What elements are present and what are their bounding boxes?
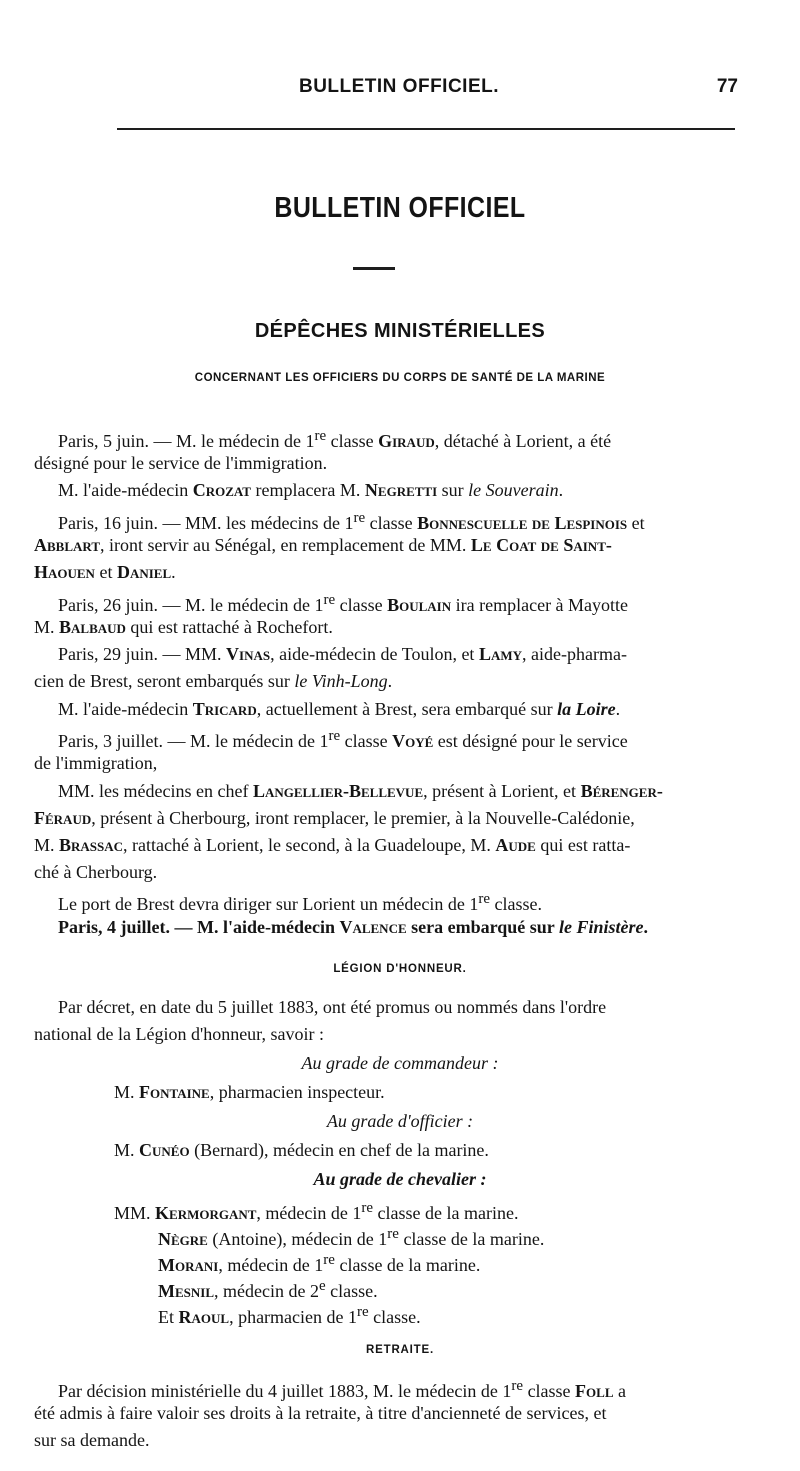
p3-line3: Haouen et Daniel. [34,562,176,582]
p7-line1: Paris, 3 juillet. — M. le médecin de 1re classe Voyé est désigné pour le service [58,728,628,751]
legion-heading: LÉGION D'HONNEUR. [333,963,467,975]
p8-line4: ché à Cherbourg. [34,862,158,882]
p2-line1: M. l'aide-médecin Crozat remplacera M. Negretti sur le Souverain. [58,480,564,500]
p5-line2: cien de Brest, seront embarqués sur le Vinh-Long. [34,671,393,691]
running-header [60,76,738,100]
legion-entry: Mesnil, médecin de 2e classe. [158,1278,378,1301]
legion-entry: M. Cunéo (Bernard), médecin en chef de la marine. [114,1140,489,1160]
p4-line1: Paris, 26 juin. — M. le médecin de 1re classe Boulain ira remplacer à Mayotte [58,592,629,615]
p3-line2: Abblart, iront servir au Sénégal, en remplacement de MM. Le Coat de Saint- [34,535,612,555]
legion-intro-line2: national de la Légion d'honneur, savoir : [34,1024,324,1044]
grade-commandeur: Au grade de commandeur : [301,1053,499,1073]
grade-chevalier: Au grade de chevalier : [313,1169,487,1189]
p8-line3: M. Brassac, rattaché à Lorient, le second, à la Guadeloupe, M. Aude qui est ratta- [34,835,631,855]
title-rule [353,267,395,270]
p8-line2: Féraud, présent à Cherbourg, iront remplacer, le premier, à la Nouvelle-Calédonie, [34,808,635,828]
legion-entry: MM. Kermorgant, médecin de 1re classe de la marine. [114,1200,519,1223]
section-subtitle: CONCERNANT LES OFFICIERS DU CORPS DE SANTÉ DE LA MARINE [194,372,606,384]
p6-line1: M. l'aide-médecin Tricard, actuellement à Brest, sera embarqué sur la Loire. [58,699,621,719]
page-number: 77 [716,76,738,97]
legion-entry: Morani, médecin de 1re classe de la marine. [158,1252,481,1275]
grade-officier: Au grade d'officier : [326,1111,474,1131]
main-title: BULLETIN OFFICIEL [274,192,526,224]
retraite-heading: RETRAITE. [366,1344,434,1356]
p4-line2: M. Balbaud qui est rattaché à Rochefort. [34,617,333,637]
p7-line2: de l'immigration, [34,753,158,773]
running-title: BULLETIN OFFICIEL. [298,76,500,97]
p1-line1: Paris, 5 juin. — M. le médecin de 1re classe Giraud, détaché à Lorient, a été [58,428,612,451]
legion-entry: M. Fontaine, pharmacien inspecteur. [114,1082,385,1102]
retraite-line1: Par décision ministérielle du 4 juillet 1883, M. le médecin de 1re classe Foll a [58,1378,626,1401]
section-title: DÉPÊCHES MINISTÉRIELLES [254,320,546,342]
retraite-line2: été admis à faire valoir ses droits à la retraite, à titre d'ancienneté de services, et [34,1403,607,1423]
p1-line2: désigné pour le service de l'immigration. [34,453,328,473]
retraite-line3: sur sa demande. [34,1430,150,1450]
legion-intro-line1: Par décret, en date du 5 juillet 1883, ont été promus ou nommés dans l'ordre [58,997,607,1017]
p3-line1: Paris, 16 juin. — MM. les médecins de 1re classe Bonnescuelle de Lespinois et [58,510,645,533]
header-rule [117,128,735,130]
p5-line1: Paris, 29 juin. — MM. Vinas, aide-médecin de Toulon, et Lamy, aide-pharma- [58,644,627,664]
p10-line1: Paris, 4 juillet. — M. l'aide-médecin Valence sera embarqué sur le Finistère. [58,917,648,937]
p8-line1: MM. les médecins en chef Langellier-Bellevue, présent à Lorient, et Bérenger- [58,781,663,801]
legion-entry: Nègre (Antoine), médecin de 1re classe de la marine. [158,1226,545,1249]
p9-line1: Le port de Brest devra diriger sur Lorient un médecin de 1re classe. [58,891,542,914]
legion-entry: Et Raoul, pharmacien de 1re classe. [158,1304,421,1327]
